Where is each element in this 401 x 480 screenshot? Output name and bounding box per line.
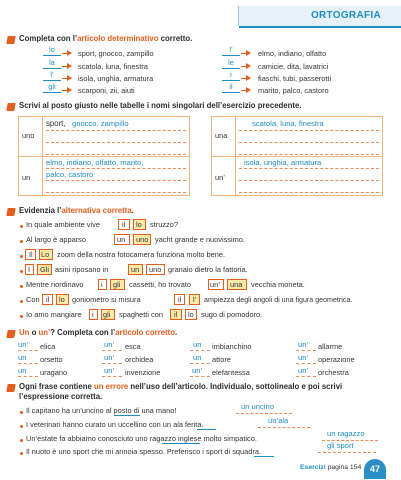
answer-article: un’ bbox=[192, 366, 203, 375]
footer-reference: Esercizi pagina 154 bbox=[300, 464, 362, 471]
sentence-text: cassetti, ho trovato bbox=[129, 280, 192, 289]
word: elefantessa bbox=[212, 368, 250, 377]
row-label: uno bbox=[22, 131, 35, 140]
row-label: una bbox=[215, 131, 228, 140]
option-text: i bbox=[92, 310, 94, 319]
word: imbianchino bbox=[212, 342, 252, 351]
sentence-text: Il capitano ha un’uncino al posto di una mano! bbox=[26, 406, 177, 415]
word-list: marito, palco, castoro bbox=[258, 86, 329, 95]
sentence-text: Un’estate fa abbiamo conosciuto uno ragazzo inglese molto simpatico. bbox=[26, 434, 257, 443]
option-text: il bbox=[46, 295, 50, 304]
option-text: un bbox=[131, 265, 140, 274]
section-title: ORTOGRAFIA bbox=[310, 10, 381, 21]
answer-article: i bbox=[222, 70, 240, 81]
option-text: Il bbox=[29, 250, 33, 259]
option-text: i bbox=[101, 280, 103, 289]
word: elica bbox=[40, 342, 56, 351]
option-text: Gli bbox=[40, 265, 50, 274]
sentence-text: spaghetti con bbox=[119, 310, 163, 319]
option-text: Lo bbox=[41, 250, 50, 259]
row-label: un’ bbox=[215, 173, 225, 182]
answer-article: un’ bbox=[104, 340, 115, 349]
option-text: un’ bbox=[210, 280, 220, 289]
answer-article: le bbox=[222, 58, 240, 69]
answer-article: un bbox=[193, 340, 202, 349]
exercise-3-instruction: Evidenzia l’alternativa corretta. bbox=[19, 206, 134, 215]
answer-article: gli bbox=[43, 82, 61, 93]
answer-article: un’ bbox=[104, 353, 115, 362]
answer-article: un’ bbox=[104, 366, 115, 375]
correction-answer: un uncino bbox=[241, 402, 274, 411]
correction-answer: gli sport bbox=[327, 441, 354, 450]
table-singular-feminine bbox=[211, 116, 383, 196]
row-label: un bbox=[22, 173, 31, 182]
arrow-icon bbox=[62, 90, 71, 91]
answer-article: un’ bbox=[298, 340, 309, 349]
answer-article: un bbox=[18, 353, 27, 362]
handwritten-answer: elmo, indiano, olfatto, marito, bbox=[46, 158, 144, 167]
option-text: lo bbox=[188, 310, 194, 319]
answer-article: il bbox=[222, 82, 240, 93]
answer-article: un’ bbox=[298, 353, 309, 362]
option-text: uno bbox=[149, 265, 162, 274]
sentence-text: In quale ambiente vive bbox=[26, 220, 100, 229]
word: esca bbox=[125, 342, 141, 351]
sentence-text: Al largo è apparso bbox=[26, 235, 86, 244]
answer-article: un bbox=[193, 353, 202, 362]
sentence-text: struzzo? bbox=[150, 220, 178, 229]
sentence-text: I veterinari hanno curato un uccellino con un ala ferita. bbox=[26, 420, 204, 429]
option-text: gli bbox=[113, 280, 121, 289]
answer-article: un’ bbox=[298, 366, 309, 375]
handwritten-answer: scatola, luna, finestra bbox=[252, 119, 324, 128]
option-text: uno bbox=[136, 235, 149, 244]
sentence-text: yacht grande e nuovissimo. bbox=[155, 235, 245, 244]
answer-article: l’ bbox=[222, 45, 240, 56]
handwritten-answer: isola, unghia, armatura bbox=[244, 158, 322, 167]
option-text: lo bbox=[59, 295, 65, 304]
sentence-text: asini riposano in bbox=[55, 265, 109, 274]
sentence-text: Il nuoto è uno sport che mi annoia spesso. Preferisco i sport di squadra. bbox=[26, 447, 261, 456]
sentence-text: vecchia moneta. bbox=[251, 280, 305, 289]
sentence-text: sugo di pomodoro. bbox=[201, 310, 263, 319]
exercise-marker bbox=[6, 208, 15, 216]
arrow-icon bbox=[62, 53, 71, 54]
arrow-icon bbox=[62, 78, 71, 79]
word-list: camicie, dita, lavatrici bbox=[258, 62, 329, 71]
word: uragano bbox=[40, 368, 68, 377]
arrow-icon bbox=[241, 53, 250, 54]
answer-article: la bbox=[43, 58, 61, 69]
word: allarme bbox=[318, 342, 343, 351]
handwritten-answer: palco, castoro bbox=[46, 170, 94, 179]
word-list: sport, gnocco, zampillo bbox=[78, 49, 154, 58]
arrow-icon bbox=[241, 90, 250, 91]
option-text: I bbox=[28, 265, 31, 274]
word: orsetto bbox=[40, 355, 63, 364]
arrow-icon bbox=[241, 78, 250, 79]
sentence-text: goniometro si misura bbox=[72, 295, 141, 304]
correction-answer: un ragazzo bbox=[327, 429, 365, 438]
option-text: l’ bbox=[193, 295, 197, 304]
exercise-marker bbox=[6, 384, 15, 392]
sentence-text: zoom della nostra fotocamera funziona molto bene. bbox=[57, 250, 226, 259]
exercise-4-instruction: Un o un’? Completa con l’articolo corretto. bbox=[19, 328, 178, 337]
option-text: una bbox=[230, 280, 243, 289]
section-header bbox=[238, 6, 401, 26]
answer-article: un bbox=[18, 366, 27, 375]
option-text: il bbox=[122, 220, 126, 229]
table-singular-masculine bbox=[18, 116, 190, 196]
answer-article: lo bbox=[43, 45, 61, 56]
option-text: gli bbox=[103, 310, 111, 319]
word-list: fiaschi, tubi, passerotti bbox=[258, 74, 332, 83]
word-list: scatola, luna, finestra bbox=[78, 62, 148, 71]
printed-example: sport, bbox=[46, 119, 66, 128]
word: attore bbox=[212, 355, 231, 364]
option-text: un bbox=[117, 235, 126, 244]
option-text: il bbox=[174, 310, 178, 319]
word-list: scarponi, zii, aiuti bbox=[78, 86, 135, 95]
sentence-text: granaio dietro la fattoria. bbox=[168, 265, 248, 274]
option-text: lo bbox=[136, 220, 142, 229]
exercise-2-instruction: Scrivi al posto giusto nelle tabelle i nomi singolari dell’esercizio precedente. bbox=[19, 101, 302, 110]
sentence-text: ampiezza degli angoli di una figura geometrica. bbox=[204, 296, 353, 304]
sentence-text: Con bbox=[26, 295, 40, 304]
word: orchidea bbox=[125, 355, 154, 364]
header-rule bbox=[239, 26, 401, 28]
exercise-marker bbox=[6, 103, 15, 111]
exercise-marker bbox=[6, 36, 15, 44]
sentence-text: Io amo mangiare bbox=[26, 310, 82, 319]
word: invenzione bbox=[125, 368, 161, 377]
exercise-marker bbox=[6, 330, 15, 338]
handwritten-answer: gnocco, zampillo bbox=[72, 119, 129, 128]
option-text: il bbox=[178, 295, 182, 304]
exercise-1-instruction: Completa con l’articolo determinativo corretto. bbox=[19, 34, 193, 43]
answer-article: l’ bbox=[43, 70, 61, 81]
correction-answer: un’ala bbox=[268, 416, 289, 425]
word-list: isola, unghia, armatura bbox=[78, 74, 154, 83]
word: orchestra bbox=[318, 368, 349, 377]
word-list: elmo, indiano, olfatto bbox=[258, 49, 327, 58]
sentence-text: Mentre riordinavo bbox=[26, 280, 84, 289]
answer-article: un’ bbox=[18, 340, 29, 349]
page-number: 47 bbox=[364, 459, 386, 479]
arrow-icon bbox=[62, 66, 71, 67]
word: operazione bbox=[318, 355, 355, 364]
exercise-5-instruction: Ogni frase contiene un errore nell’uso dell’articolo. Individualo, sottolinealo e poi scrivi l’espressione corretta. bbox=[19, 382, 343, 401]
arrow-icon bbox=[241, 66, 250, 67]
